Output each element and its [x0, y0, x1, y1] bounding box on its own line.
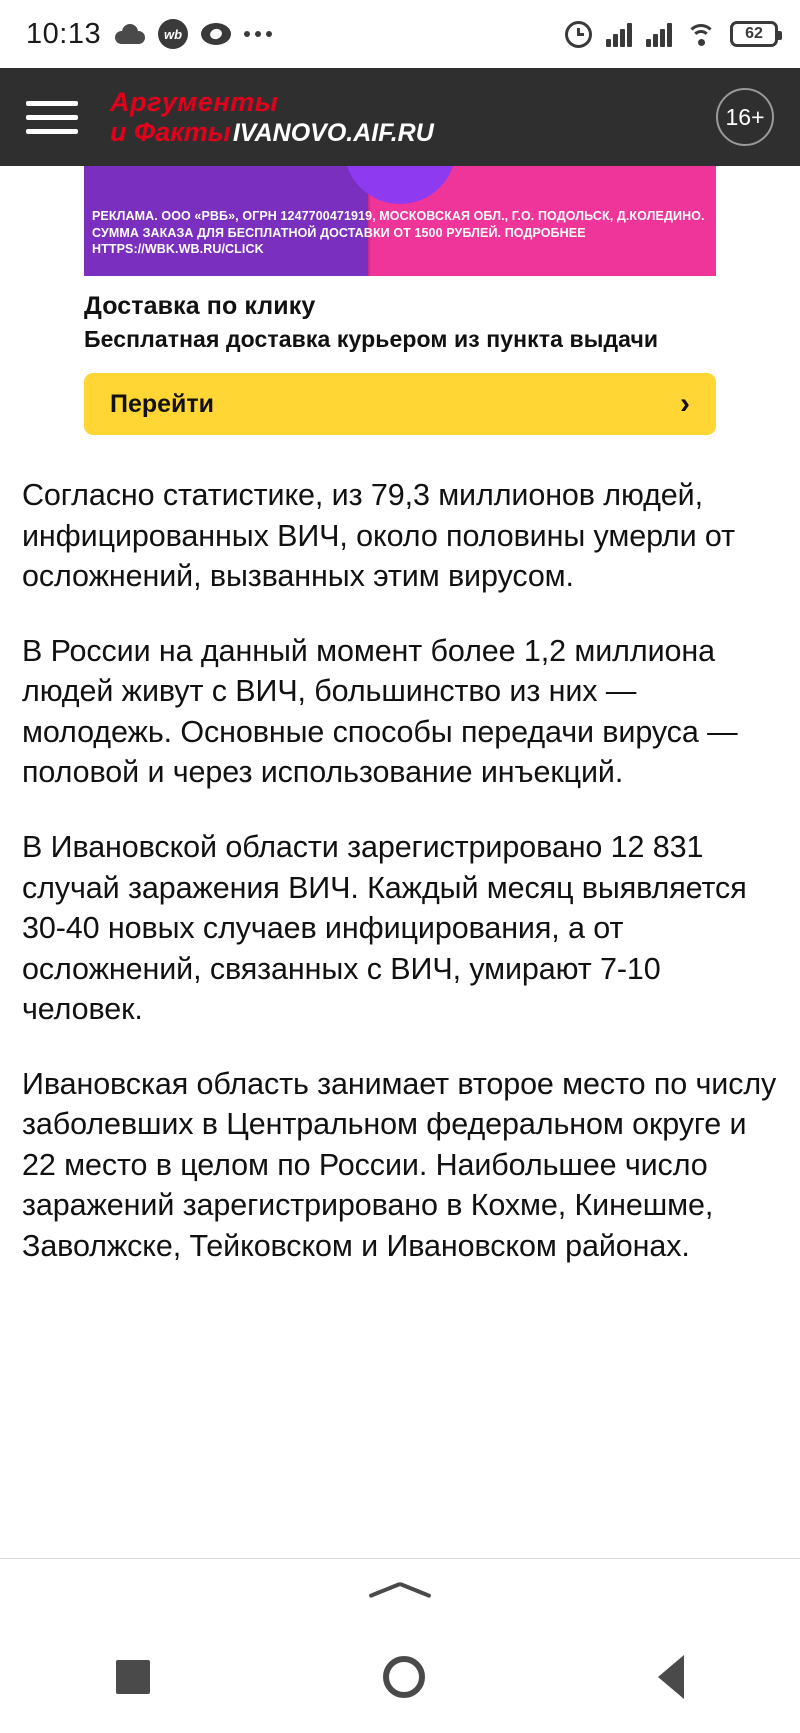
more-dots-icon — [244, 31, 272, 37]
signal-sim1-icon — [606, 21, 632, 47]
oval-app-icon — [201, 23, 231, 45]
ad-title: Доставка по клику — [84, 292, 316, 320]
status-bar — [0, 0, 800, 68]
article-paragraph: Ивановская область занимает второе место по числу заболевших в Центральном федеральном округе и 22 место в целом по России. Наибольшее число заражений зарегистрировано в Кохме, Кинешме, Заволжске, Тейковском и Ивановском районах. — [22, 1066, 777, 1263]
status-bar-left — [26, 18, 272, 51]
signal-sim2-icon — [646, 21, 672, 47]
status-bar-right — [565, 21, 778, 48]
article-paragraph: Согласно статистике, из 79,3 миллионов людей, инфицированных ВИЧ, около половины умерли от осложнений, вызванных этим вирусом. — [22, 478, 735, 594]
system-bottom-area — [0, 1558, 800, 1733]
status-clock: 10:13 — [26, 17, 102, 50]
android-navigation-bar — [0, 1621, 800, 1733]
article-body — [0, 435, 800, 1558]
article-paragraph: В России на данный момент более 1,2 миллиона людей живут с ВИЧ, большинство из них — молодежь. Основные способы передачи вируса — половой и через использование инъекций. — [22, 633, 738, 790]
article-paragraph: В Ивановской области зарегистрировано 12 831 случай заражения ВИЧ. Каждый месяц выявляется 30-40 новых случаев инфицирования, а от осложнений, связанных с ВИЧ, умирают 7-10 человек. — [22, 829, 747, 1027]
chevron-right-icon: › — [680, 387, 690, 420]
logo-line-2 — [110, 116, 434, 147]
alarm-icon — [565, 21, 592, 48]
hamburger-menu-icon[interactable] — [26, 101, 78, 134]
site-header — [0, 68, 800, 166]
cloud-icon — [115, 24, 145, 44]
battery-icon — [730, 21, 778, 47]
ad-banner-image[interactable] — [84, 166, 716, 276]
age-rating-badge: 16+ — [716, 88, 774, 146]
ad-cta-label: Перейти — [110, 389, 215, 418]
wb-app-icon: wb — [158, 19, 188, 49]
wifi-icon — [686, 22, 716, 46]
site-logo[interactable] — [110, 86, 434, 147]
battery-level-label: 62 — [745, 25, 763, 42]
home-circle-icon[interactable] — [383, 1656, 425, 1698]
advertisement-block[interactable] — [0, 166, 800, 435]
logo-line-1: Аргументы — [110, 86, 279, 117]
recents-square-icon[interactable] — [116, 1660, 150, 1694]
ad-disclaimer-text: РЕКЛАМА. ООО «РВБ», ОГРН 1247700471919, МОСКОВСКАЯ ОБЛ., Г.О. ПОДОЛЬСК, Д.КОЛЕДИНО. СУММА ЗАКАЗА ДЛЯ БЕСПЛАТНОЙ ДОСТАВКИ ОТ 1500 РУБЛЕЙ. ПОДРОБНЕЕ HTTPS://WBK.WB.RU/CLICK — [92, 209, 705, 256]
back-triangle-icon[interactable] — [658, 1655, 684, 1699]
chevron-up-icon[interactable] — [371, 1577, 429, 1603]
logo-line-2-prefix: и Факты — [110, 116, 231, 147]
logo-domain: IVANOVO.AIF.RU — [232, 118, 434, 147]
status-notification-icons — [115, 19, 272, 49]
ad-cta-button[interactable] — [84, 373, 716, 435]
expand-handle-row[interactable] — [0, 1559, 800, 1621]
ad-subtitle: Бесплатная доставка курьером из пункта выдачи — [84, 326, 659, 352]
